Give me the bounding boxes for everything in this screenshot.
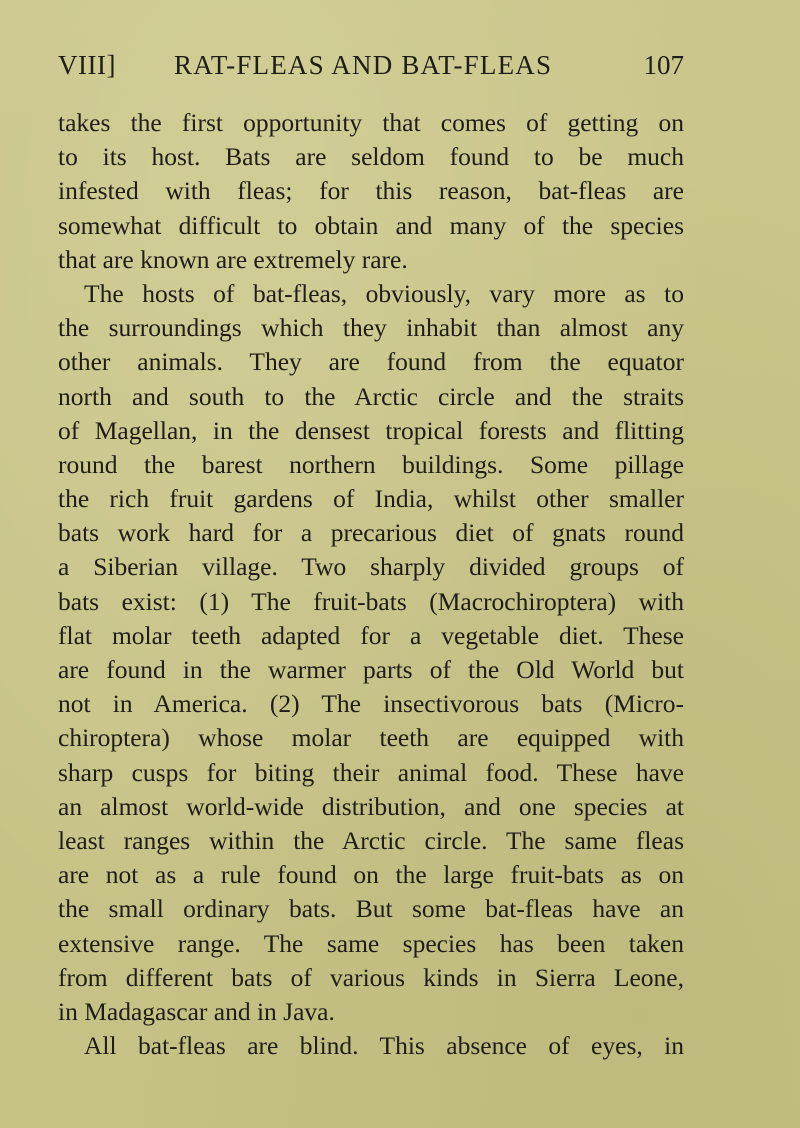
text-line: round the barest northern buildings. Some pillage	[58, 449, 684, 479]
text-line: are found in the warmer parts of the Old World but	[58, 655, 684, 684]
text-line: not in America. (2) The insectivorous bats (Micro-	[58, 689, 684, 719]
running-header	[58, 50, 684, 90]
text-line: the rich fruit gardens of India, whilst other smaller	[58, 484, 684, 514]
text-line: an almost world-wide distribution, and one species at	[58, 791, 684, 821]
text-line: other animals. They are found from the equator	[58, 347, 684, 377]
text-line: sharp cusps for biting their animal food. These have	[58, 757, 684, 787]
page-number: 107	[643, 50, 684, 80]
text-line: The hosts of bat-fleas, obviously, vary more as to	[84, 278, 684, 308]
text-line: takes the first opportunity that comes of getting on	[58, 108, 684, 137]
text-line: in Madagascar and in Java.	[58, 996, 335, 1026]
text-line: are not as a rule found on the large fruit-bats as on	[58, 860, 684, 890]
text-line: a Siberian village. Two sharply divided groups of	[58, 552, 684, 582]
text-line: that are known are extremely rare.	[58, 244, 408, 274]
text-line: infested with fleas; for this reason, bat-fleas are	[58, 176, 684, 206]
chapter-number: VIII]	[58, 50, 116, 80]
text-line: of Magellan, in the densest tropical forests and flitting	[58, 415, 684, 445]
text-line: chiroptera) whose molar teeth are equipped with	[58, 723, 684, 753]
text-line: somewhat difficult to obtain and many of the species	[58, 210, 684, 240]
text-line: bats exist: (1) The fruit-bats (Macrochiroptera) with	[58, 586, 684, 616]
running-title: RAT-FLEAS AND BAT-FLEAS	[174, 50, 553, 80]
text-line: the small ordinary bats. But some bat-fleas have an	[58, 894, 684, 924]
text-line: the surroundings which they inhabit than almost any	[58, 313, 684, 343]
text-line: bats work hard for a precarious diet of gnats round	[58, 518, 684, 548]
text-line: north and south to the Arctic circle and the straits	[58, 381, 684, 411]
text-line: flat molar teeth adapted for a vegetable diet. These	[58, 620, 684, 650]
text-line: to its host. Bats are seldom found to be much	[58, 142, 684, 172]
body-text	[58, 106, 684, 1063]
text-line: extensive range. The same species has been taken	[58, 928, 684, 958]
text-line: from different bats of various kinds in Sierra Leone,	[58, 962, 684, 992]
text-line: least ranges within the Arctic circle. The same fleas	[58, 825, 684, 855]
text-line: All bat-fleas are blind. This absence of eyes, in	[84, 1031, 684, 1061]
